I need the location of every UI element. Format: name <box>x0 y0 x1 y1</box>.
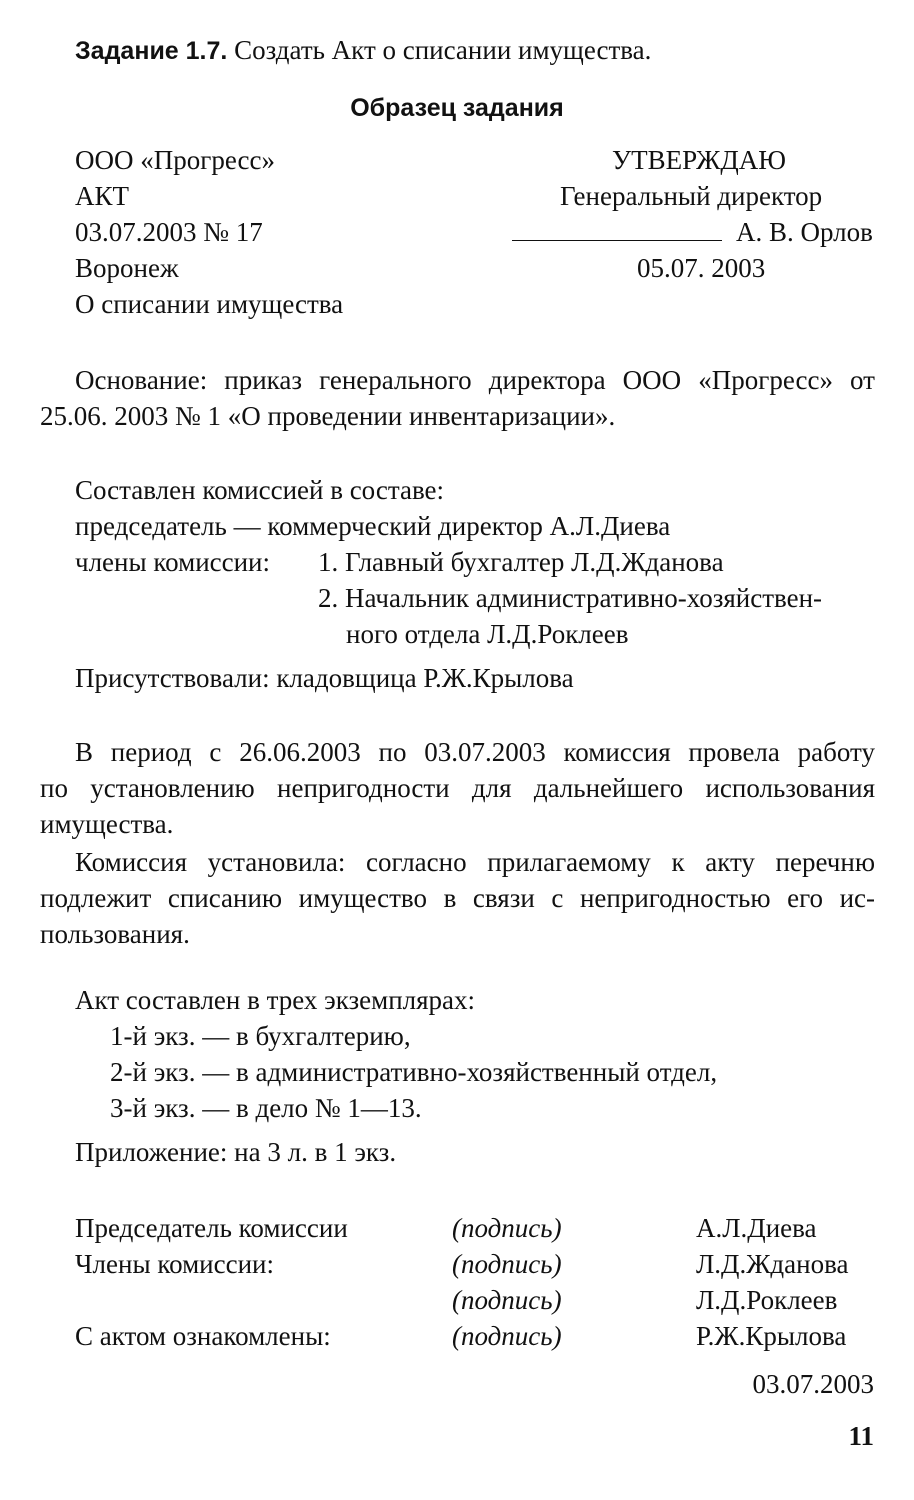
doc-city: Воронеж <box>75 253 179 283</box>
approver-signature-row <box>512 216 873 248</box>
commission-intro: Составлен комиссией в составе: <box>75 475 445 505</box>
sig-name: Р.Ж.Крылова <box>696 1321 847 1351</box>
doc-date-number: 03.07.2003 № 17 <box>75 217 263 247</box>
appendix: Приложение: на 3 л. в 1 экз. <box>75 1137 397 1167</box>
body-p2-line-3: пользования. <box>40 919 190 949</box>
body-p1-line-1: В период с 26.06.2003 по 03.07.2003 комиссия провела работу <box>75 737 875 767</box>
body-p1-line-3: имущества. <box>40 809 174 839</box>
commission-members-label: члены комиссии: <box>75 547 271 577</box>
sig-sign: (подпись) <box>452 1249 562 1279</box>
sig-name: Л.Д.Роклеев <box>696 1285 838 1315</box>
copies-intro: Акт составлен в трех экземплярах: <box>75 985 476 1015</box>
copy-2: 2-й экз. — в административно-хозяйственный отдел, <box>110 1057 718 1087</box>
basis-line-2: 25.06. 2003 № 1 «О проведении инвентаризации». <box>40 401 616 431</box>
doc-type: АКТ <box>75 181 129 211</box>
copy-1: 1-й экз. — в бухгалтерию, <box>110 1021 411 1051</box>
body-p1-line-2: по установлению непригодности для дальнейшего использования <box>40 773 875 803</box>
sig-role: С актом ознакомлены: <box>75 1321 331 1351</box>
sig-sign: (подпись) <box>452 1285 562 1315</box>
sig-name: А.Л.Диева <box>696 1213 817 1243</box>
basis-line-1: Основание: приказ генерального директора ООО «Прогресс» от <box>75 365 875 395</box>
page-number: 11 <box>848 1421 874 1451</box>
task-label: Задание 1.7. <box>75 37 228 65</box>
signature-line <box>512 216 722 241</box>
commission-member-2-line-1: 2. Начальник административно-хозяйствен- <box>318 583 823 613</box>
sig-role: Члены комиссии: <box>75 1249 274 1279</box>
commission-member-1: 1. Главный бухгалтер Л.Д.Жданова <box>318 547 724 577</box>
approver-position: Генеральный директор <box>560 181 823 211</box>
task-heading <box>75 34 651 67</box>
body-p2-line-1: Комиссия установила: согласно прилагаемому к акту перечню <box>75 847 875 877</box>
body-p2-line-2: подлежит списанию имущество в связи с непригодностью его ис- <box>40 883 875 913</box>
sig-role: Председатель комиссии <box>75 1213 348 1243</box>
commission-present: Присутствовали: кладовщица Р.Ж.Крылова <box>75 663 574 693</box>
approver-name: А. В. Орлов <box>736 217 873 247</box>
sig-sign: (подпись) <box>452 1213 562 1243</box>
sample-title: Образец задания <box>350 94 564 122</box>
doc-subject: О списании имущества <box>75 289 344 319</box>
sig-sign: (подпись) <box>452 1321 562 1351</box>
copy-3: 3-й экз. — в дело № 1—13. <box>110 1093 422 1123</box>
sig-name: Л.Д.Жданова <box>696 1249 849 1279</box>
commission-chair: председатель — коммерческий директор А.Л.Диева <box>75 511 671 541</box>
approve-date: 05.07. 2003 <box>637 253 766 283</box>
org-name: ООО «Прогресс» <box>75 145 275 175</box>
commission-member-2-line-2: ного отдела Л.Д.Роклеев <box>346 619 629 649</box>
approve-stamp: УТВЕРЖДАЮ <box>612 145 787 175</box>
final-date: 03.07.2003 <box>752 1369 874 1399</box>
task-text: Создать Акт о списании имущества. <box>234 35 652 65</box>
